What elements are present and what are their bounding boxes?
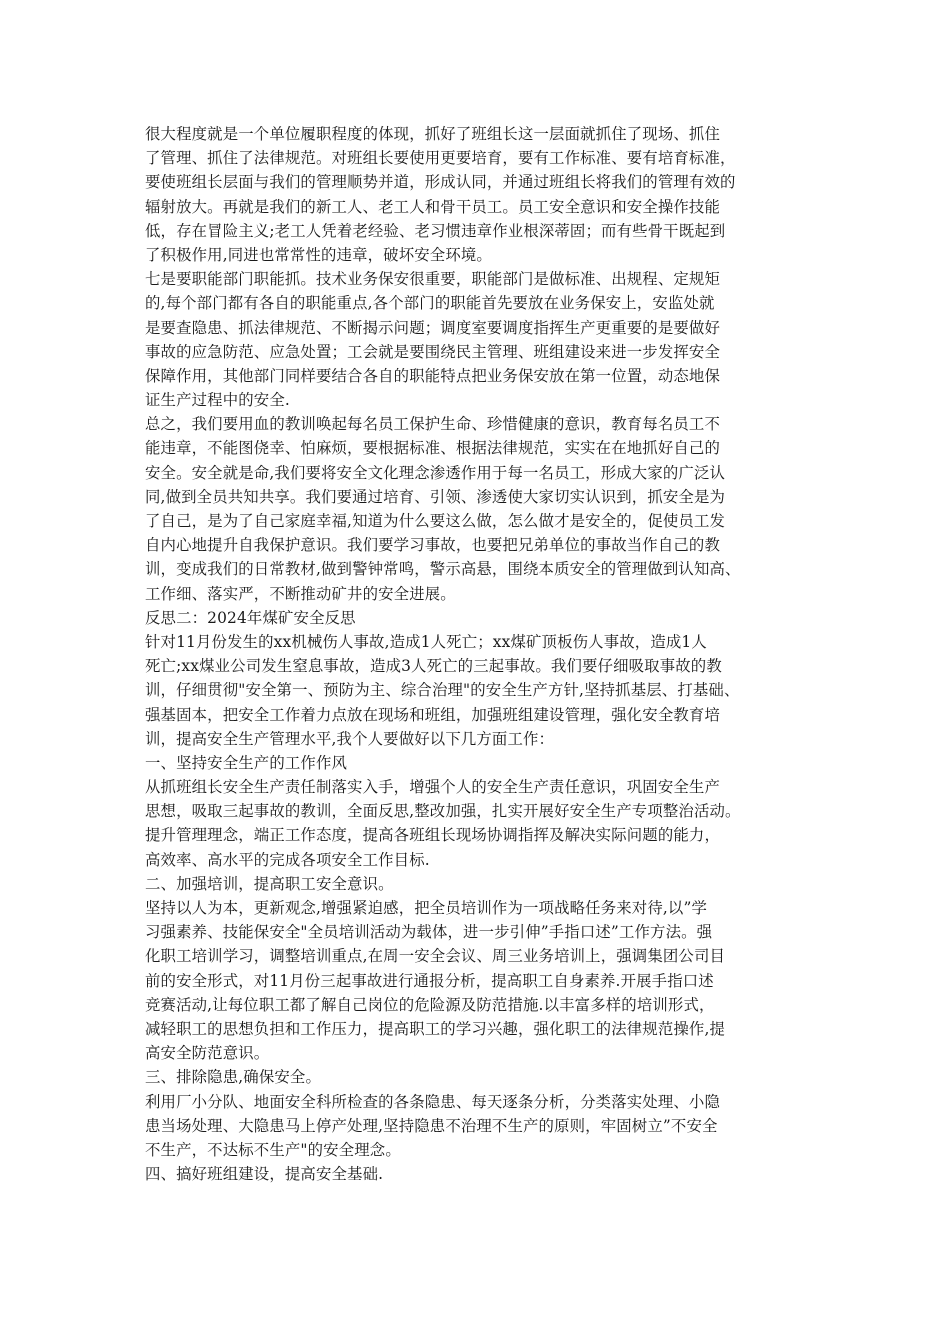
- text-line: 要使班组长层面与我们的管理顺势并道，形成认同，并通过班组长将我们的管理有效的: [145, 173, 736, 192]
- text-line: 高效率、高水平的完成各项安全工作目标.: [145, 850, 430, 869]
- text-line: 不生产，不达标不生产"的安全理念。: [145, 1140, 401, 1159]
- section-heading: 三、排除隐患,确保安全。: [145, 1068, 321, 1087]
- text-line: 从抓班组长安全生产责任制落实入手，增强个人的安全生产责任意识，巩固安全生产: [145, 778, 721, 797]
- text-line: 坚持以人为本，更新观念,增强紧迫感，把全员培训作为一项战略任务来对待,以”学: [145, 899, 708, 917]
- text-line: 证生产过程中的安全.: [145, 391, 290, 410]
- text-line: 事故的应急防范、应急处置；工会就是要围绕民主管理、班组建设来进一步发挥安全: [145, 342, 721, 361]
- text-line: 辐射放大。再就是我们的新工人、老工人和骨干员工。员工安全意识和安全操作技能: [145, 197, 721, 216]
- text-line: 减轻职工的思想负担和工作压力，提高职工的学习兴趣，强化职工的法律规范操作,提: [145, 1019, 726, 1038]
- text-line: 自内心地提升自我保护意识。我们要学习事故，也要把兄弟单位的事故当作自己的教: [145, 536, 721, 555]
- text-line: 了管理、抓住了法律规范。对班组长要使用更要培育，要有工作标准、要有培育标准，: [145, 149, 736, 168]
- text-line: 安全。安全就是命,我们要将安全文化理念渗透作用于每一名员工，形成大家的广泛认: [145, 463, 726, 482]
- text-line: 能违章，不能图侥幸、怕麻烦，要根据标准、根据法律规范，实实在在地抓好自己的: [145, 439, 721, 458]
- section-heading: 反思二：2024年煤矿安全反思: [145, 608, 356, 627]
- text-line: 是要查隐患、抓法律规范、不断揭示问题；调度室要调度指挥生产更重要的是要做好: [145, 318, 721, 337]
- text-line: 的,每个部门都有各自的职能重点,各个部门的职能首先要放在业务保安上，安监处就: [145, 294, 715, 313]
- section-heading: 二、加强培训，提高职工安全意识。: [145, 874, 394, 893]
- text-line: 前的安全形式，对11月份三起事故进行通报分析，提高职工自身素养.开展手指口述: [145, 971, 714, 990]
- text-line: 针对11月份发生的xx机械伤人事故,造成1人死亡；xx煤矿顶板伤人事故，造成1人: [145, 632, 707, 651]
- text-line: 了积极作用,同进也常常性的违章，破坏安全环境。: [145, 245, 492, 264]
- text-line: 患当场处理、大隐患马上停产处理,坚持隐患不治理不生产的原则，牢固树立”不安全: [145, 1116, 718, 1135]
- text-line: 高安全防范意识。: [145, 1044, 270, 1063]
- text-line: 化职工培训学习，调整培训重点,在周一安全会议、周三业务培训上，强调集团公司目: [145, 947, 726, 966]
- text-line: 利用厂小分队、地面安全科所检查的各条隐患、每天逐条分析，分类落实处理、小隐: [145, 1092, 721, 1111]
- text-line: 习强素养、技能保安全"全员培训活动为载体，进一步引伸”手指口述”工作方法。强: [145, 923, 713, 942]
- text-line: 了自己，是为了自己家庭幸福,知道为什么要这么做，怎么做才是安全的，促使员工发: [145, 512, 726, 530]
- text-line: 工作细、落实严，不断推动矿井的安全进展。: [145, 584, 456, 603]
- section-heading: 四、搞好班组建设，提高安全基础.: [145, 1165, 384, 1184]
- text-line: 训，仔细贯彻"安全第一、预防为主、综合治理"的安全生产方针,坚持抓基层、打基础、: [145, 681, 740, 700]
- text-line: 总之，我们要用血的教训唤起每名员工保护生命、珍惜健康的意识，教育每名员工不: [145, 415, 721, 434]
- text-line: 训，提高安全生产管理水平,我个人要做好以下几方面工作：: [145, 729, 555, 748]
- text-line: 竞赛活动,让每位职工都了解自己岗位的危险源及防范措施.以丰富多样的培训形式，: [145, 995, 715, 1014]
- text-line: 保障作用，其他部门同样要结合各自的职能特点把业务保安放在第一位置，动态地保: [145, 366, 721, 385]
- text-line: 提升管理理念，端正工作态度，提高各班组长现场协调指挥及解决实际问题的能力，: [145, 826, 721, 845]
- text-line: 很大程度就是一个单位履职程度的体现，抓好了班组长这一层面就抓住了现场、抓住: [145, 125, 721, 143]
- text-line: 七是要职能部门职能抓。技术业务保安很重要，职能部门是做标准、出规程、定规矩: [145, 270, 721, 289]
- text-line: 死亡;xx煤业公司发生窒息事故，造成3人死亡的三起事故。我们要仔细吸取事故的教: [145, 657, 722, 676]
- text-line: 训，变成我们的日常教材,做到警钟常鸣，警示高悬，围绕本质安全的管理做到认知高、: [145, 560, 741, 579]
- text-line: 同,做到全员共知共享。我们要通过培育、引领、渗透使大家切实认识到，抓安全是为: [145, 487, 726, 506]
- text-line: 思想，吸取三起事故的教训，全面反思,整改加强，扎实开展好安全生产专项整治活动。: [145, 802, 741, 821]
- text-line: 强基固本，把安全工作着力点放在现场和班组，加强班组建设管理，强化安全教育培: [145, 705, 721, 724]
- document-body: [145, 122, 815, 1186]
- text-line: 低，存在冒险主义;老工人凭着老经验、老习惯违章作业根深蒂固；而有些骨干既起到: [145, 221, 726, 240]
- section-heading: 一、坚持安全生产的工作作风: [145, 753, 348, 772]
